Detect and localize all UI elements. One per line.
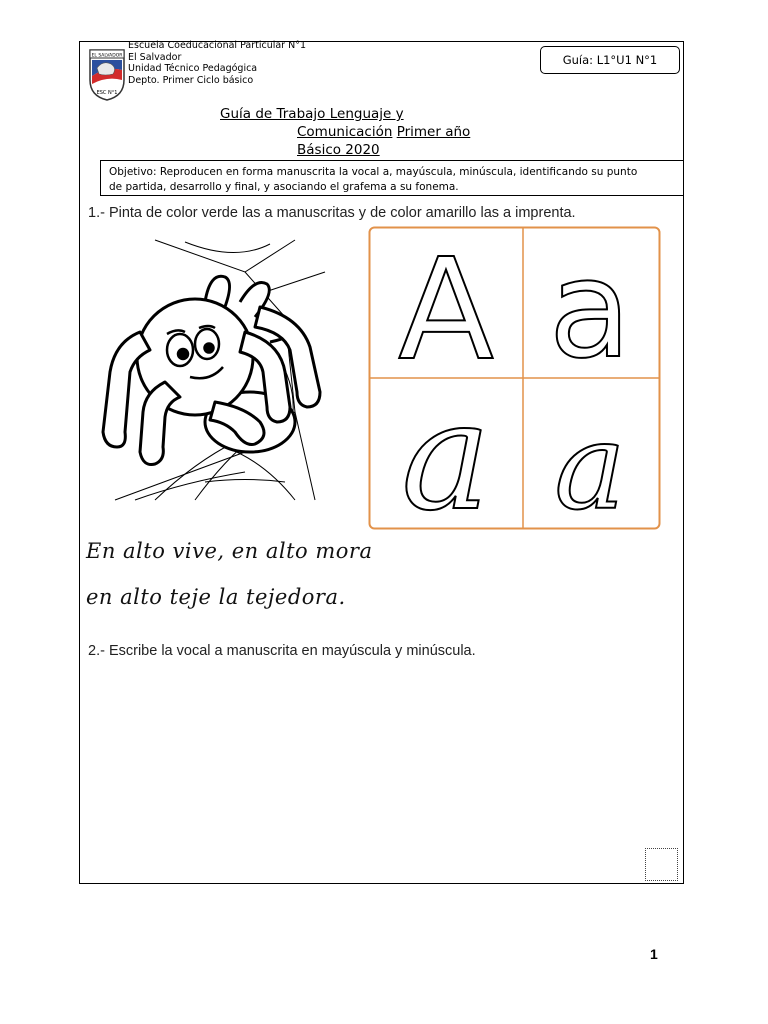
letter-lowercase-cursive: a	[554, 398, 626, 530]
objective-line-2: de partida, desarrollo y final, y asociando el grafema a su fonema.	[109, 181, 459, 193]
rhyme-line-1: En alto vive, en alto mora	[86, 539, 373, 563]
logo-banner-text: EL SALVADOR	[91, 53, 123, 59]
spider-illustration	[95, 232, 355, 502]
activity-2-instruction: 2.- Escribe la vocal a manuscrita en mayúscula y minúscula.	[88, 643, 476, 659]
school-name: Escuela Coeducacional Particular N°1	[128, 40, 307, 51]
letter-lowercase-print: a	[548, 231, 632, 388]
activity-1-instruction: 1.- Pinta de color verde las a manuscritas y de color amarillo las a imprenta.	[88, 205, 576, 221]
title-line-2a: Comunicación	[297, 124, 393, 140]
school-department: Depto. Primer Ciclo básico	[128, 74, 254, 86]
school-unit: Unidad Técnico Pedagógica	[128, 63, 258, 74]
title-line-1: Guía de Trabajo Lenguaje y	[220, 106, 404, 122]
checkbox[interactable]	[645, 848, 678, 881]
letters-board	[368, 226, 661, 530]
title-line-3: Básico 2020	[297, 142, 380, 158]
school-info	[128, 40, 306, 86]
letter-uppercase-print: A	[398, 229, 494, 392]
letter-uppercase-cursive: a	[401, 370, 491, 530]
school-logo	[87, 46, 127, 102]
logo-text: ESC N°1	[96, 90, 118, 96]
objective-box	[100, 160, 684, 196]
rhyme-line-2: en alto teje la tejedora.	[86, 585, 346, 609]
guide-code: Guía: L1°U1 N°1	[562, 53, 658, 67]
school-city: El Salvador	[128, 51, 182, 63]
page-number: 1	[650, 946, 658, 962]
guide-code-box	[540, 46, 680, 74]
title-line-2b: Primer año	[396, 124, 471, 140]
title-line-2	[297, 124, 470, 140]
objective-line-1: Objetivo: Reproducen en forma manuscrita la vocal a, mayúscula, minúscula, identificando su punto	[109, 166, 638, 178]
